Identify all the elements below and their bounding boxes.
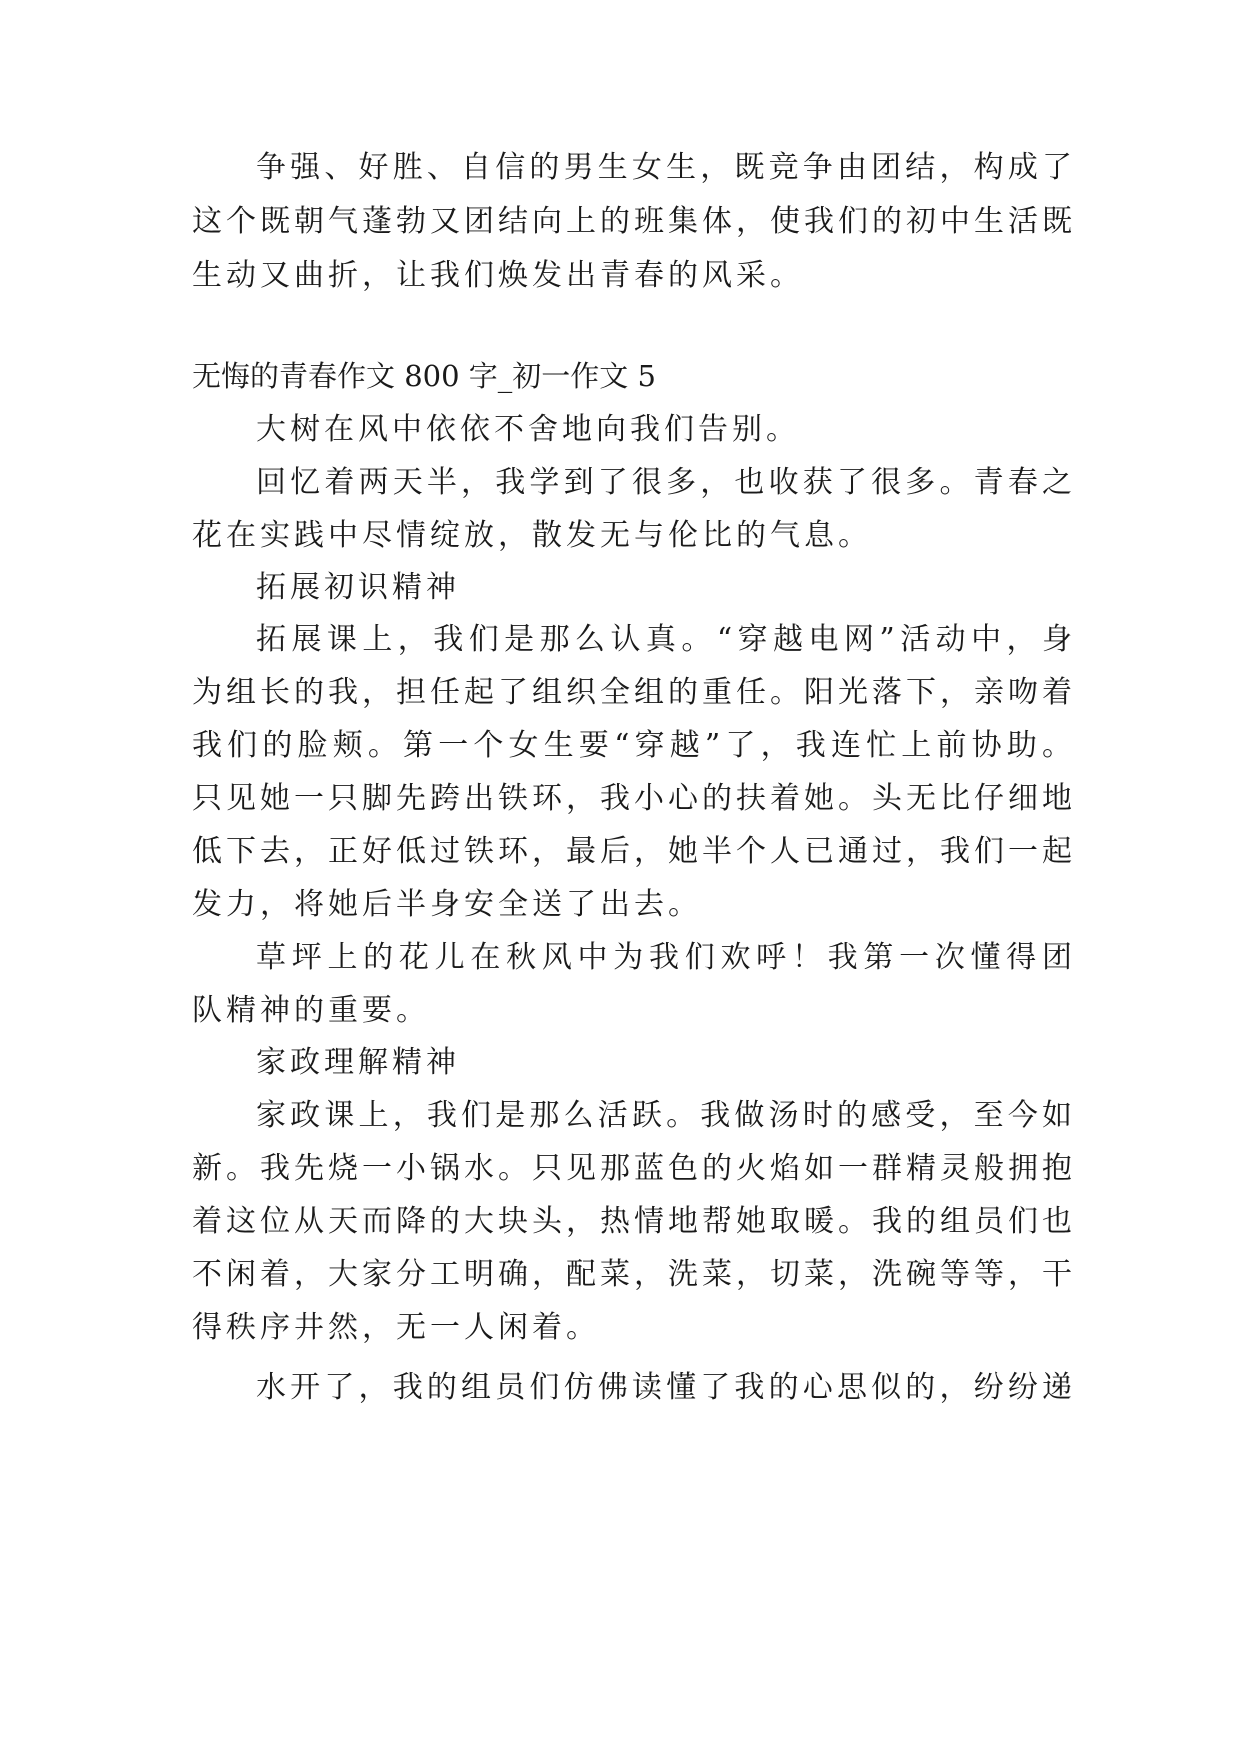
paragraph-line: 得秩序井然，无一人闲着。	[192, 1310, 600, 1345]
paragraph-line: 不闲着，大家分工明确，配菜，洗菜，切菜，洗碗等等，干	[192, 1257, 1072, 1292]
paragraph-line: 为组长的我，担任起了组织全组的重任。阳光落下，亲吻着	[192, 675, 1072, 710]
paragraph-line: 队精神的重要。	[192, 993, 430, 1028]
subheading: 拓展初识精神	[256, 570, 460, 605]
paragraph-line: 生动又曲折，让我们焕发出青春的风采。	[192, 258, 804, 293]
section-title: 无悔的青春作文 800 字_初一作文 5	[192, 359, 656, 393]
paragraph-line: 低下去，正好低过铁环，最后，她半个人已通过，我们一起	[192, 834, 1072, 869]
paragraph-line: 争强、好胜、自信的男生女生，既竞争由团结，构成了	[256, 150, 1072, 185]
paragraph-line: 草坪上的花儿在秋风中为我们欢呼！我第一次懂得团	[256, 940, 1072, 975]
paragraph-line: 这个既朝气蓬勃又团结向上的班集体，使我们的初中生活既	[192, 204, 1072, 239]
paragraph-line: 新。我先烧一小锅水。只见那蓝色的火焰如一群精灵般拥抱	[192, 1151, 1072, 1186]
paragraph-line: 只见她一只脚先跨出铁环，我小心的扶着她。头无比仔细地	[192, 781, 1072, 816]
paragraph-line: 大树在风中依依不舍地向我们告别。	[256, 412, 800, 447]
paragraph-line: 水开了，我的组员们仿佛读懂了我的心思似的，纷纷递	[256, 1370, 1072, 1405]
subheading: 家政理解精神	[256, 1045, 460, 1080]
paragraph-line: 家政课上，我们是那么活跃。我做汤时的感受，至今如	[256, 1098, 1072, 1133]
paragraph-line: 发力，将她后半身安全送了出去。	[192, 887, 702, 922]
paragraph-line: 我们的脸颊。第一个女生要“穿越”了，我连忙上前协助。	[192, 728, 1072, 763]
paragraph-line: 回忆着两天半，我学到了很多，也收获了很多。青春之	[256, 465, 1072, 500]
paragraph-line: 花在实践中尽情绽放，散发无与伦比的气息。	[192, 518, 872, 553]
paragraph-line: 着这位从天而降的大块头，热情地帮她取暖。我的组员们也	[192, 1204, 1072, 1239]
paragraph-line: 拓展课上，我们是那么认真。“穿越电网”活动中，身	[256, 622, 1072, 657]
